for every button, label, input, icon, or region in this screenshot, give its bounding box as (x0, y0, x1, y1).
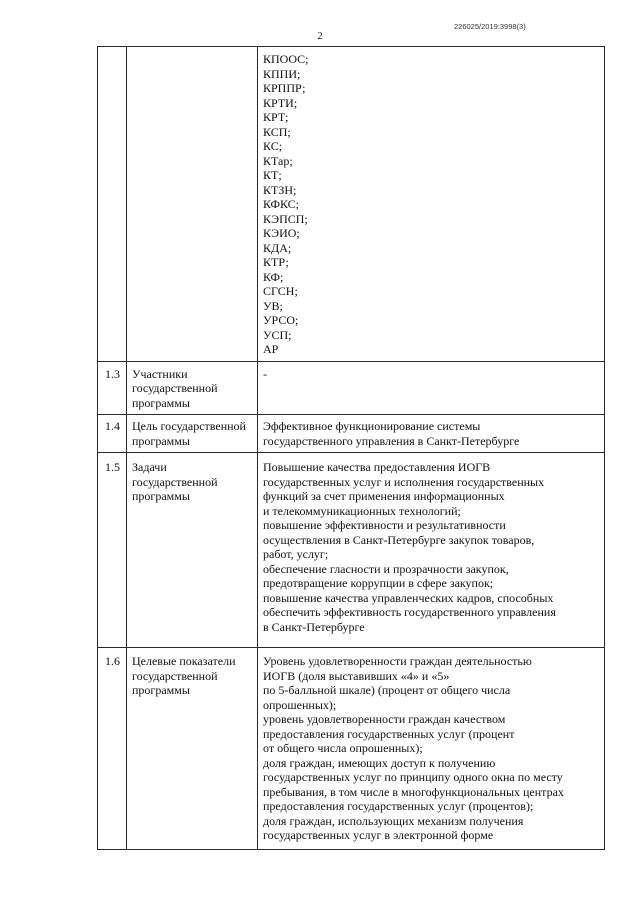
name-line: Задачи (132, 460, 167, 474)
name-line: государственной (132, 474, 218, 489)
value-line: предотвращение коррупции в сфере закупок; (263, 576, 494, 590)
value-line: уровень удовлетворенности граждан качеством (263, 712, 506, 726)
table-row-continuation (98, 47, 605, 362)
abbreviation-item: УСП; (263, 327, 292, 342)
abbreviation-item: КРТ; (263, 110, 289, 124)
abbreviation-item: КПООС; (263, 52, 309, 66)
name-line: Цель государственной (132, 419, 246, 433)
cell-name (127, 361, 258, 415)
abbreviation-item: УРСО; (263, 313, 299, 327)
value-line: осуществления в Санкт-Петербурге закупок товаров, (263, 532, 535, 547)
abbreviation-item: КППИ; (263, 66, 301, 81)
abbreviation-item: СГСН; (263, 284, 298, 298)
abbreviation-item: КСП; (263, 124, 291, 139)
table-row-tasks (98, 453, 605, 648)
value-line: - (263, 366, 267, 381)
abbreviation-item: КРППР; (263, 81, 306, 95)
value-line: по 5-балльной шкале) (процент от общего числа (263, 683, 511, 697)
cell-name (127, 415, 258, 453)
value-line: ИОГВ (доля выставивших «4» и «5» (263, 668, 450, 683)
abbreviation-item: КТар; (263, 153, 293, 168)
value-line: повышение эффективности и результативности (263, 518, 506, 532)
cell-name (127, 453, 258, 648)
value-line: доля граждан, использующих механизм получения (263, 813, 524, 828)
value-line: обеспечить эффективность государственного управления (263, 605, 556, 619)
table-row-indicators (98, 648, 605, 850)
value-line: Повышение качества предоставления ИОГВ (263, 460, 491, 474)
value-line: обеспечение гласности и прозрачности закупок, (263, 561, 509, 576)
name-line: программы (132, 489, 190, 503)
value-line: от общего числа опрошенных); (263, 741, 423, 755)
name-line: Участники (132, 366, 188, 381)
cell-value (258, 415, 605, 453)
name-line: государственной (132, 668, 218, 683)
value-line: предоставления государственных услуг (процентов); (263, 799, 534, 813)
value-line: государственных услуг в электронной форме (263, 828, 494, 842)
abbreviation-item: КТ; (263, 168, 282, 182)
cell-name (127, 648, 258, 850)
value-line: государственного управления в Санкт-Петербурге (263, 433, 520, 448)
cell-number (98, 47, 127, 362)
abbreviation-item: КРТИ; (263, 95, 298, 110)
abbreviation-item: КС; (263, 139, 283, 153)
cell-number: 1.3 (98, 361, 127, 415)
cell-value (258, 453, 605, 648)
abbreviation-item: КФКС; (263, 197, 299, 211)
name-line: Целевые показатели (132, 654, 236, 668)
cell-value (258, 648, 605, 850)
abbreviation-item: КДА; (263, 240, 292, 255)
table-row-participants (98, 361, 605, 415)
value-line: государственных услуг по принципу одного окна по месту (263, 770, 563, 784)
value-line: в Санкт-Петербурге (263, 619, 365, 634)
value-line: функций за счет применения информационных (263, 489, 505, 503)
value-line: Эффективное функционирование системы (263, 419, 481, 433)
value-line: работ, услуг; (263, 547, 329, 561)
page-number: 2 (317, 31, 323, 42)
value-line: и телекоммуникационных технологий; (263, 503, 461, 518)
abbreviation-item: КЭИО; (263, 226, 300, 240)
name-line: программы (132, 433, 190, 448)
abbreviation-list (263, 52, 600, 357)
abbreviation-item: КЭПСП; (263, 211, 308, 226)
cell-value (258, 361, 605, 415)
value-line: государственных услуг и исполнения государственных (263, 474, 545, 489)
cell-number: 1.6 (98, 648, 127, 850)
table-row-goal (98, 415, 605, 453)
value-line: Уровень удовлетворенности граждан деятельностью (263, 654, 532, 668)
name-line: программы (132, 683, 190, 697)
value-line: повышение качества управленческих кадров, способных (263, 590, 554, 605)
name-line: программы (132, 395, 190, 410)
abbreviation-item: УВ; (263, 298, 283, 313)
abbreviation-item: КТЗН; (263, 182, 297, 197)
name-line: государственной (132, 381, 218, 395)
value-line: доля граждан, имеющих доступ к получению (263, 755, 496, 770)
abbreviation-item: КТР; (263, 255, 289, 269)
value-line: предоставления государственных услуг (процент (263, 726, 515, 741)
abbreviation-item: АР (263, 342, 279, 356)
program-passport-table (97, 46, 605, 850)
cell-value-abbreviations (258, 47, 605, 362)
value-line: пребывания, в том числе в многофункциональных центрах (263, 784, 564, 799)
abbreviation-item: КФ; (263, 269, 284, 284)
cell-name (127, 47, 258, 362)
cell-number: 1.5 (98, 453, 127, 648)
document-id: 226025/2019:3998(3) (454, 22, 526, 31)
value-line: опрошенных); (263, 697, 337, 712)
cell-number: 1.4 (98, 415, 127, 453)
